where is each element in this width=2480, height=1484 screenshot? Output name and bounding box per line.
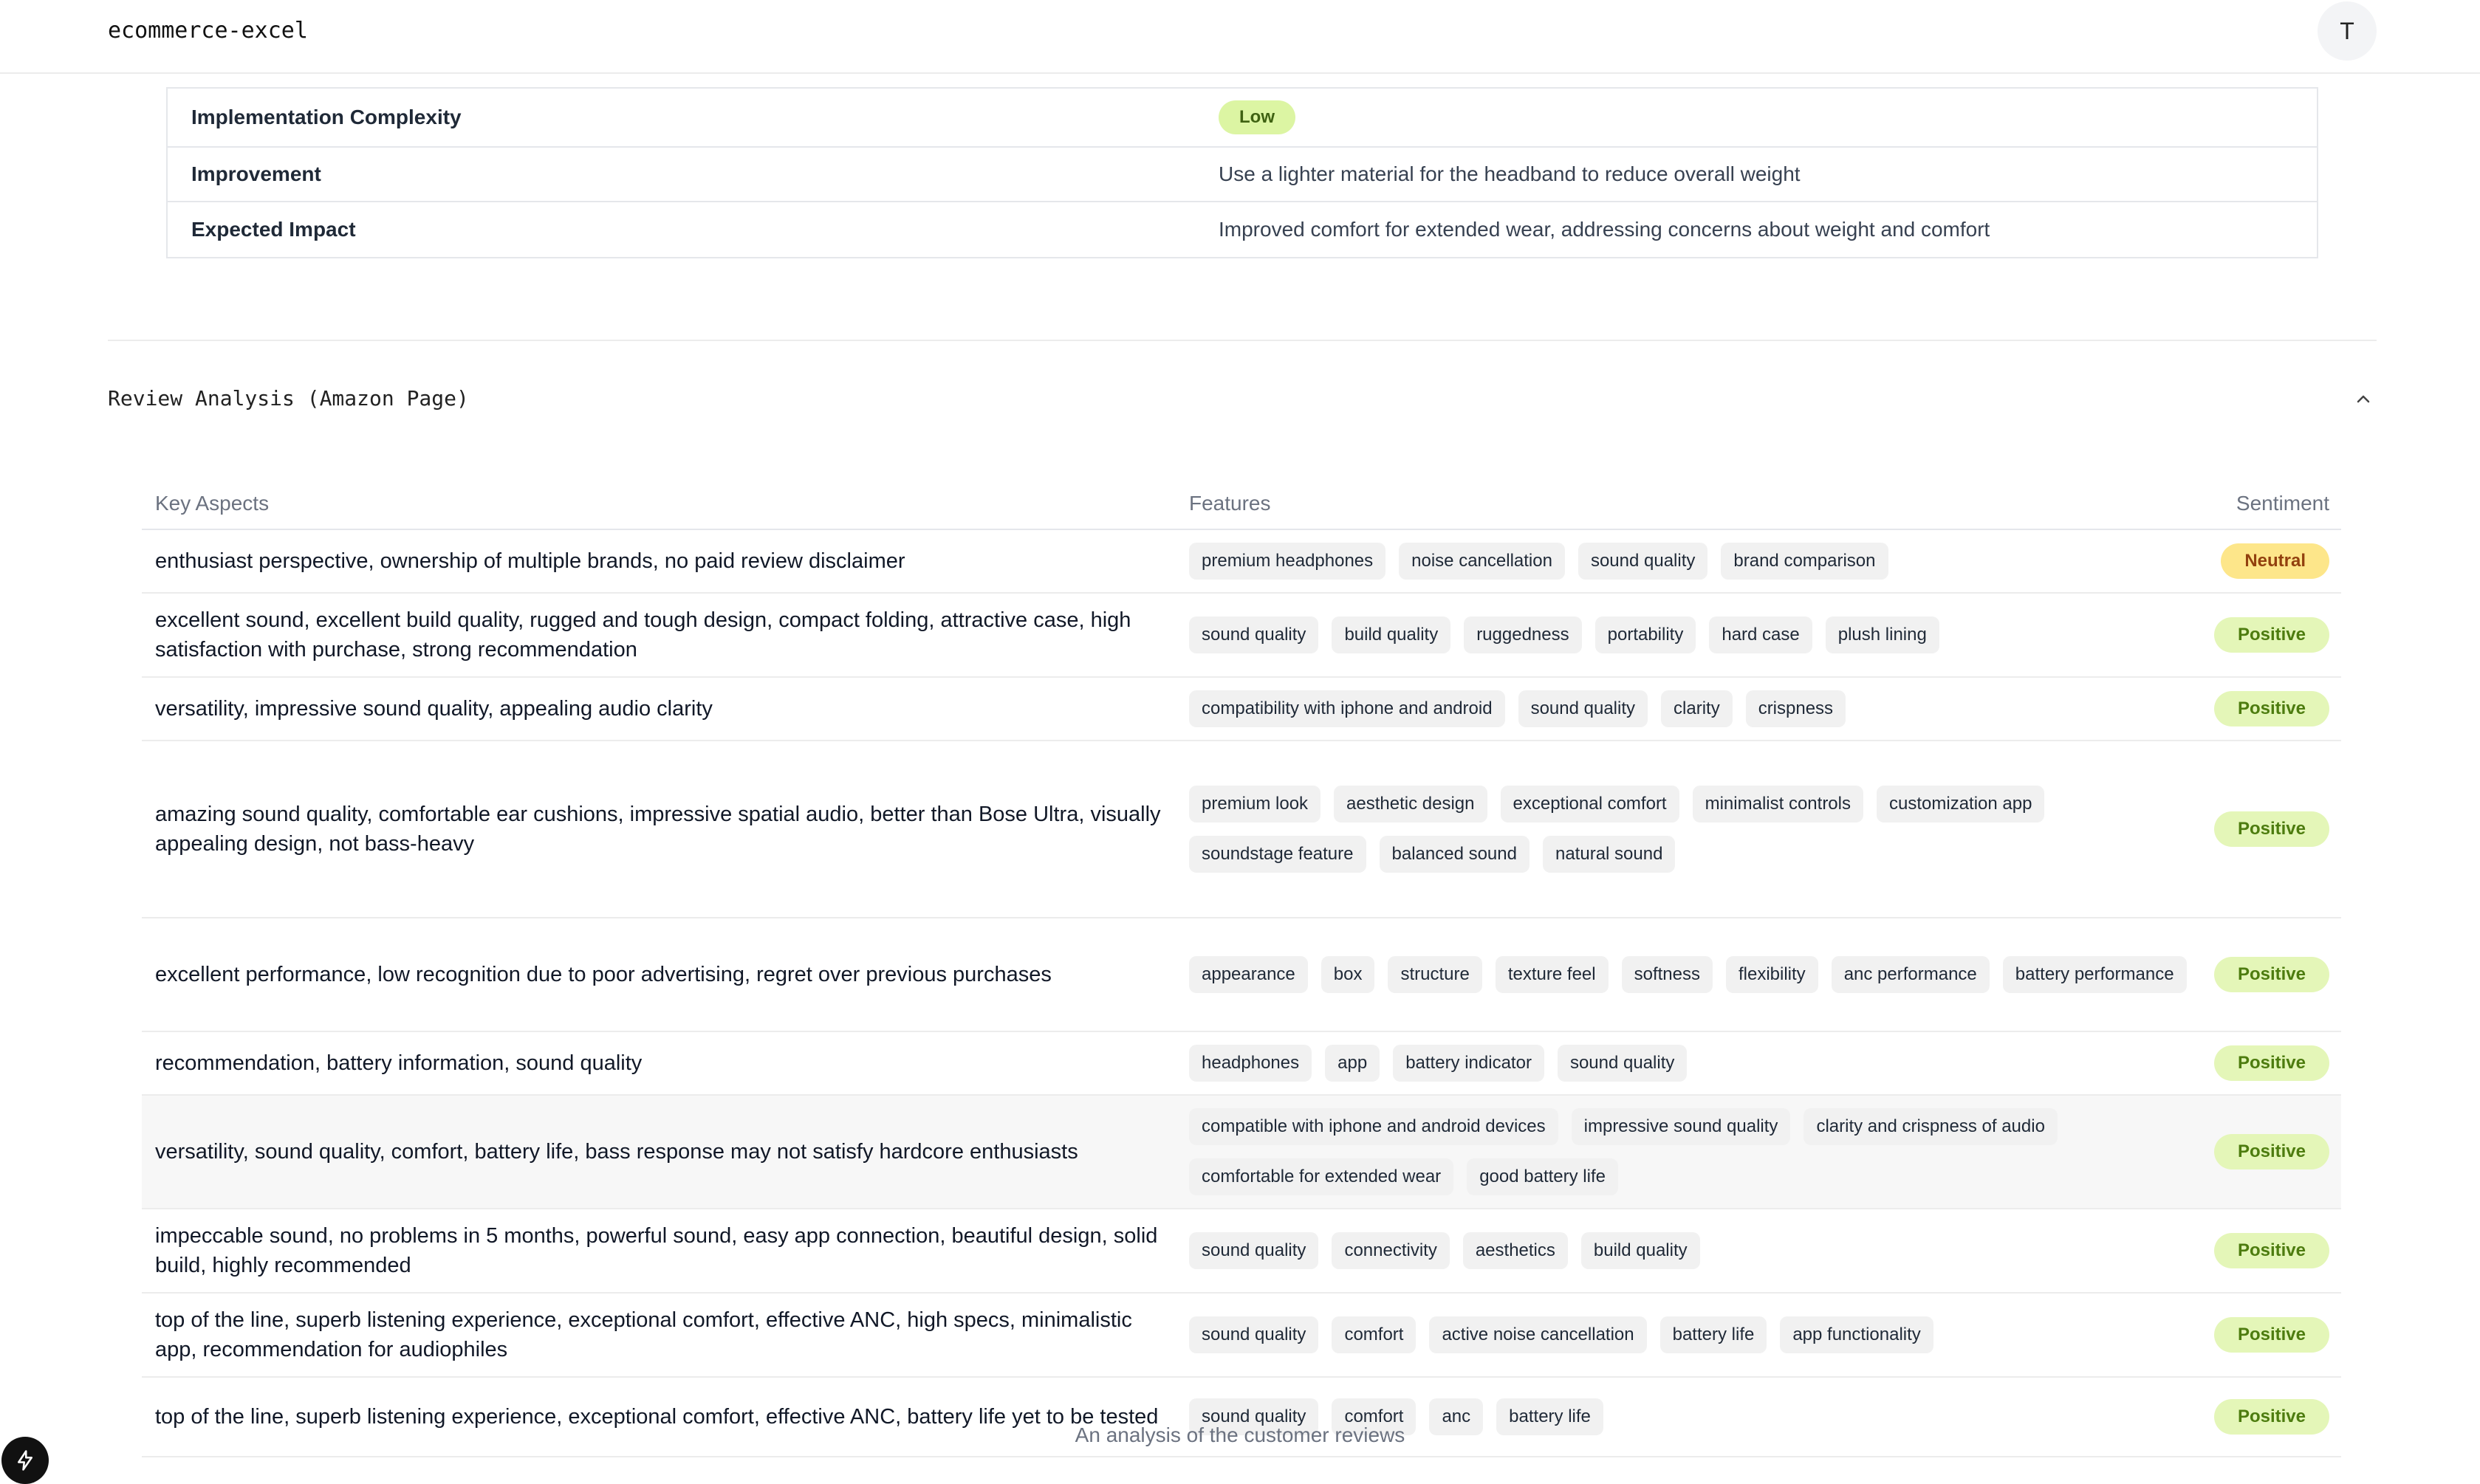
table-row <box>142 741 2341 918</box>
sentiment-badge: Positive <box>2214 617 2329 653</box>
features-cell <box>1189 1096 2208 1207</box>
feature-chip: impressive sound quality <box>1572 1108 1791 1145</box>
feature-chip: hard case <box>1709 616 1812 653</box>
sentiment-cell <box>2208 1233 2341 1268</box>
feature-chip: texture feel <box>1496 956 1609 993</box>
feature-chip-list <box>1189 774 2199 884</box>
features-cell <box>1189 679 2208 739</box>
detail-row-improvement <box>168 148 2317 202</box>
aspect-text: excellent performance, low recognition due to poor advertising, regret over previous purchases <box>155 963 1052 986</box>
lightning-bolt-icon[interactable] <box>1 1437 49 1484</box>
aspect-text: top of the line, superb listening experience, exceptional comfort, effective ANC, battery life yet to be tested <box>155 1405 1159 1429</box>
feature-chip: ruggedness <box>1464 616 1581 653</box>
sentiment-badge: Positive <box>2214 1045 2329 1081</box>
sentiment-badge: Positive <box>2214 691 2329 726</box>
detail-value <box>1219 89 2317 146</box>
aspect-cell <box>142 1137 1189 1167</box>
feature-chip: structure <box>1388 956 1482 993</box>
feature-chip: active noise cancellation <box>1429 1316 1646 1353</box>
features-cell <box>1189 1220 2208 1281</box>
table-body <box>142 530 2341 1457</box>
table-row <box>142 530 2341 594</box>
feature-chip: battery life <box>1660 1316 1767 1353</box>
feature-chip: comfortable for extended wear <box>1189 1158 1453 1195</box>
feature-chip: exceptional comfort <box>1501 786 1679 822</box>
complexity-badge: Low <box>1219 100 1295 134</box>
aspect-text: amazing sound quality, comfortable ear cushions, impressive spatial audio, better than Bose Ultra, visually appealing design, not bass-heavy <box>155 803 1161 856</box>
feature-chip: natural sound <box>1543 836 1675 873</box>
review-analysis-header[interactable] <box>108 381 2377 416</box>
section-divider <box>108 340 2377 341</box>
features-cell <box>1189 1033 2208 1093</box>
feature-chip: comfort <box>1332 1398 1416 1435</box>
detail-value: Use a lighter material for the headband to reduce overall weight <box>1219 162 1801 185</box>
table-row <box>142 678 2341 741</box>
feature-chip: soundstage feature <box>1189 836 1366 873</box>
feature-chip: sound quality <box>1189 1232 1318 1269</box>
detail-value: Improved comfort for extended wear, addressing concerns about weight and comfort <box>1219 218 1990 241</box>
feature-chip-list <box>1189 1096 2199 1207</box>
feature-chip: softness <box>1622 956 1713 993</box>
feature-chip-list <box>1189 1033 2199 1093</box>
feature-chip: sound quality <box>1189 1316 1318 1353</box>
aspect-cell <box>142 1305 1189 1364</box>
feature-chip: comfort <box>1332 1316 1416 1353</box>
feature-chip: anc performance <box>1832 956 1990 993</box>
header-key-aspects: Key Aspects <box>155 492 270 515</box>
app-title[interactable]: ecommerce-excel <box>108 18 308 44</box>
feature-chip: premium look <box>1189 786 1321 822</box>
features-cell <box>1189 944 2208 1005</box>
feature-chip: connectivity <box>1332 1232 1449 1269</box>
detail-row-complexity <box>168 89 2317 148</box>
feature-chip: battery performance <box>2003 956 2187 993</box>
aspect-text: recommendation, battery information, sound quality <box>155 1051 643 1075</box>
aspect-cell <box>142 694 1189 724</box>
feature-chip: aesthetic design <box>1334 786 1487 822</box>
features-cell <box>1189 1305 2208 1365</box>
feature-chip-list <box>1189 531 2199 591</box>
aspect-cell <box>142 546 1189 576</box>
feature-chip: sound quality <box>1189 1398 1318 1435</box>
aspect-text: top of the line, superb listening experience, exceptional comfort, effective ANC, high specs, minimalistic app, recommendation for audiophiles <box>155 1308 1132 1361</box>
detail-label: Implementation Complexity <box>191 106 462 128</box>
features-cell <box>1189 531 2208 591</box>
sentiment-cell <box>2208 1045 2341 1081</box>
review-analysis-table <box>142 478 2341 1457</box>
feature-chip: clarity and crispness of audio <box>1804 1108 2058 1145</box>
table-row <box>142 1294 2341 1378</box>
feature-chip-list <box>1189 605 2199 665</box>
feature-chip: brand comparison <box>1721 543 1888 580</box>
features-cell <box>1189 605 2208 665</box>
feature-chip-list <box>1189 1220 2199 1281</box>
avatar[interactable]: T <box>2318 1 2377 61</box>
sentiment-badge: Positive <box>2214 1399 2329 1435</box>
table-row <box>142 918 2341 1032</box>
feature-chip: flexibility <box>1726 956 1818 993</box>
feature-chip: appearance <box>1189 956 1308 993</box>
sentiment-cell <box>2208 691 2341 726</box>
aspect-text: enthusiast perspective, ownership of multiple brands, no paid review disclaimer <box>155 549 905 573</box>
aspect-text: versatility, sound quality, comfort, battery life, bass response may not satisfy hardcore enthusiasts <box>155 1140 1078 1164</box>
header-sentiment: Sentiment <box>2236 492 2329 515</box>
feature-chip-list <box>1189 679 2199 739</box>
aspect-cell <box>142 960 1189 989</box>
detail-label: Expected Impact <box>191 218 356 241</box>
feature-chip: customization app <box>1877 786 2044 822</box>
table-row <box>142 594 2341 678</box>
sentiment-badge: Positive <box>2214 957 2329 992</box>
table-header <box>142 478 2341 530</box>
detail-label: Improvement <box>191 162 321 185</box>
feature-chip: build quality <box>1332 616 1450 653</box>
sentiment-badge: Positive <box>2214 1134 2329 1169</box>
aspect-cell <box>142 1221 1189 1280</box>
feature-chip: box <box>1321 956 1375 993</box>
sentiment-cell <box>2208 811 2341 847</box>
top-bar <box>0 0 2480 74</box>
feature-chip: aesthetics <box>1463 1232 1568 1269</box>
sentiment-badge: Positive <box>2214 1317 2329 1353</box>
feature-chip: sound quality <box>1518 690 1648 727</box>
features-cell <box>1189 774 2208 884</box>
header-features: Features <box>1189 492 1271 515</box>
feature-chip-list <box>1189 1305 2199 1365</box>
sentiment-cell <box>2208 957 2341 992</box>
feature-chip-list <box>1189 944 2199 1005</box>
feature-chip: sound quality <box>1578 543 1707 580</box>
sentiment-badge: Neutral <box>2221 543 2329 579</box>
aspect-text: impeccable sound, no problems in 5 months, powerful sound, easy app connection, beautiful design, solid build, highly recommended <box>155 1224 1158 1277</box>
section-title: Review Analysis (Amazon Page) <box>108 386 469 410</box>
feature-chip: balanced sound <box>1380 836 1530 873</box>
feature-chip: noise cancellation <box>1399 543 1565 580</box>
feature-chip: anc <box>1429 1398 1483 1435</box>
detail-row-impact <box>168 202 2317 257</box>
feature-chip: battery indicator <box>1393 1045 1544 1082</box>
table-row <box>142 1209 2341 1294</box>
aspect-cell <box>142 1048 1189 1078</box>
chevron-up-icon[interactable] <box>2350 385 2377 412</box>
aspect-cell <box>142 800 1189 859</box>
aspect-cell <box>142 605 1189 664</box>
feature-chip: compatible with iphone and android devices <box>1189 1108 1558 1145</box>
sentiment-cell <box>2208 617 2341 653</box>
feature-chip: crispness <box>1746 690 1846 727</box>
table-row <box>142 1032 2341 1096</box>
feature-chip: sound quality <box>1189 616 1318 653</box>
sentiment-cell <box>2208 1317 2341 1353</box>
feature-chip: headphones <box>1189 1045 1312 1082</box>
feature-chip: clarity <box>1661 690 1733 727</box>
feature-chip: compatibility with iphone and android <box>1189 690 1505 727</box>
feature-chip: build quality <box>1581 1232 1700 1269</box>
sentiment-cell <box>2208 1134 2341 1169</box>
feature-chip: sound quality <box>1558 1045 1687 1082</box>
sentiment-cell <box>2208 543 2341 579</box>
improvement-detail-table <box>166 87 2318 258</box>
aspect-text: excellent sound, excellent build quality, rugged and tough design, compact folding, attractive case, high satisfaction with purchase, strong recommendation <box>155 608 1131 662</box>
feature-chip: premium headphones <box>1189 543 1385 580</box>
feature-chip: app <box>1325 1045 1380 1082</box>
feature-chip: battery life <box>1496 1398 1603 1435</box>
aspect-text: versatility, impressive sound quality, appealing audio clarity <box>155 697 713 721</box>
table-row <box>142 1096 2341 1209</box>
feature-chip: good battery life <box>1467 1158 1618 1195</box>
feature-chip: app functionality <box>1780 1316 1933 1353</box>
table-caption: An analysis of the customer reviews <box>1075 1423 1405 1446</box>
sentiment-badge: Positive <box>2214 1233 2329 1268</box>
feature-chip: portability <box>1595 616 1696 653</box>
feature-chip: plush lining <box>1826 616 1939 653</box>
feature-chip: minimalist controls <box>1693 786 1863 822</box>
sentiment-badge: Positive <box>2214 811 2329 847</box>
